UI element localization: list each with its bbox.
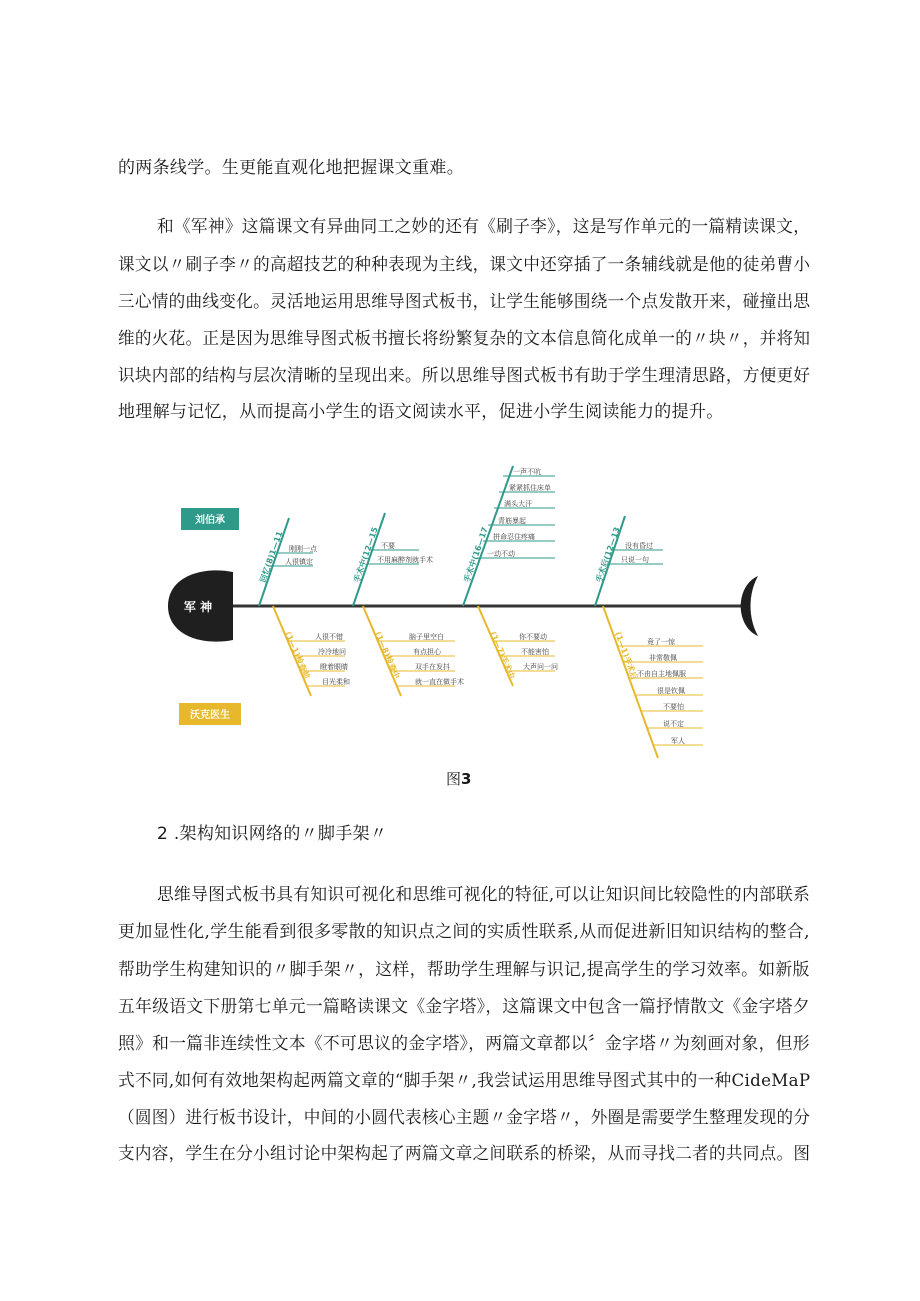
svg-text:手术后(12—13: 手术后(12—13	[594, 525, 622, 584]
svg-text:没有昏过: 没有昏过	[625, 542, 653, 550]
top-bone-3	[461, 466, 555, 606]
svg-text:双手在发抖: 双手在发抖	[415, 663, 450, 671]
svg-text:瞪着眼睛: 瞪着眼睛	[320, 663, 348, 671]
paragraph-3-line: 五年级语文下册第七单元一篇略读课文《金字塔》，这篇课文中包含一篇抒情散文《金字塔夕	[118, 997, 810, 1017]
paragraph-2-line: 和《军神》这篇课文有异曲同工之妙的还有《刷子李》，这是写作单元的一篇精读课文，	[157, 217, 811, 237]
top-bone-2	[351, 513, 433, 606]
svg-text:你不要动: 你不要动	[519, 633, 547, 641]
svg-text:说不定: 说不定	[663, 720, 684, 728]
svg-text:人很不错: 人很不错	[315, 633, 343, 641]
svg-text:(1—1)手术后: (1—1)手术后	[613, 630, 639, 682]
svg-text:青筋暴起: 青筋暴起	[498, 517, 526, 525]
svg-text:拼命忍住疼痛: 拼命忍住疼痛	[493, 533, 535, 541]
svg-text:一动不动: 一动不动	[487, 550, 515, 558]
paragraph-2-line: 维的火花。正是因为思维导图式板书擅长将纷繁复杂的文本信息简化成单一的〃块〃，并将知	[118, 329, 811, 349]
svg-text:一声不吭: 一声不吭	[513, 468, 541, 476]
svg-text:不要: 不要	[381, 542, 395, 550]
svg-text:军人: 军人	[671, 737, 685, 745]
bottom-bone-3	[478, 606, 558, 686]
svg-text:(1—1)检查前: (1—1)检查前	[283, 630, 312, 681]
svg-text:就一直在做手术: 就一直在做手术	[415, 678, 464, 686]
svg-text:只说一句: 只说一句	[621, 556, 649, 564]
paragraph-2-line: 地理解与记忆，从而提高小学生的语文阅读水平，促进小学生阅读能力的提升。	[118, 402, 724, 422]
paragraph-3-line: 更加显性化,学生能看到很多零散的知识点之间的实质性联系,从而促进新旧知识结构的整合,	[118, 922, 810, 942]
paragraph-3-line: 照》和一篇非连续性文本《不可思议的金字塔》，两篇文章都以〞金字塔〃为刻画对象，但形	[118, 1034, 810, 1054]
svg-text:不要怕: 不要怕	[663, 703, 684, 711]
svg-text:满头大汗: 满头大汗	[504, 500, 532, 508]
paragraph-3-line: 帮助学生构建知识的〃脚手架〃，这样，帮助学生理解与识记,提高学生的学习效率。如新版	[118, 960, 810, 980]
paragraph-1-line: 的两条线学。生更能直观化地把握课文重难。	[118, 158, 464, 178]
svg-text:不用麻醉剂就手术: 不用麻醉剂就手术	[377, 556, 433, 564]
bottom-box-label: 沃克医生	[190, 710, 230, 721]
svg-text:刚刚一点: 刚刚一点	[289, 545, 317, 553]
paragraph-2-line: 课文以〃刷子李〃的高超技艺的种种表现为主线，课文中还穿插了一条辅线就是他的徒弟曹小	[118, 255, 811, 275]
section-heading: 2 .架构知识网络的〃脚手架〃	[157, 824, 388, 844]
svg-text:竟了一惊: 竟了一惊	[647, 638, 675, 646]
caption-prefix: 图	[446, 770, 462, 788]
caption-number: 3	[461, 770, 472, 788]
svg-text:手术中(16—17: 手术中(16—17	[462, 525, 490, 584]
svg-text:不能害怕: 不能害怕	[521, 648, 549, 656]
paragraph-2-line: 识块内部的结构与层次清晰的呈现出来。所以思维导图式板书有助于学生理清思路，方便更好	[118, 366, 811, 386]
paragraph-3-line: 支内容，学生在分小组讨论中架构起了两篇文章之间联系的桥梁，从而寻找二者的共同点。图	[118, 1144, 811, 1164]
paragraph-3-line: （圆图）进行板书设计，中间的小圆代表核心主题〃金字塔〃，外圈是需要学生整理发现的分	[118, 1108, 811, 1128]
svg-text:不由自主地佩服: 不由自主地佩服	[637, 670, 686, 678]
paragraph-3-line: 式不同,如何有效地架构起两篇文章的“脚手架〃,我尝试运用思维导图式其中的一种CideMaP	[118, 1071, 811, 1091]
svg-text:冷冷地问: 冷冷地问	[318, 648, 346, 656]
svg-text:脑子里空白: 脑子里空白	[409, 633, 444, 641]
fishbone-svg	[163, 458, 763, 768]
figure-caption	[446, 768, 471, 789]
bottom-bone-1	[273, 606, 350, 696]
head-label: 军 神	[183, 600, 213, 614]
svg-text:人很镇定: 人很镇定	[285, 558, 313, 566]
paragraph-3-line: 思维导图式板书具有知识可视化和思维可视化的特征,可以让知识间比较隐性的内部联系	[157, 885, 811, 905]
top-box-label: 刘伯承	[195, 515, 225, 526]
fish-tail	[741, 576, 758, 636]
fishbone-diagram	[163, 458, 763, 768]
svg-text:(1—8)检查中: (1—8)检查中	[373, 630, 402, 681]
paragraph-2-line: 三心情的曲线变化。灵活地运用思维导图式板书，让学生能够围绕一个点发散开来，碰撞出思	[118, 292, 811, 312]
svg-text:大声问一问: 大声问一问	[523, 663, 558, 671]
bottom-bone-2	[363, 606, 464, 696]
bottom-bone-4	[603, 606, 703, 758]
top-bone-4	[593, 516, 663, 606]
svg-text:回忆(8)1—11: 回忆(8)1—11	[258, 530, 285, 584]
svg-text:手术中(12—15: 手术中(12—15	[352, 525, 380, 584]
svg-text:非常敬佩: 非常敬佩	[649, 654, 677, 662]
svg-text:有点担心: 有点担心	[413, 648, 441, 656]
svg-text:紧紧抓住床单: 紧紧抓住床单	[509, 484, 551, 492]
svg-text:很是钦佩: 很是钦佩	[657, 687, 685, 695]
top-bone-1	[257, 518, 318, 606]
svg-text:目光柔和: 目光柔和	[322, 678, 350, 686]
svg-text:(1—7)手术中: (1—7)手术中	[488, 630, 517, 681]
